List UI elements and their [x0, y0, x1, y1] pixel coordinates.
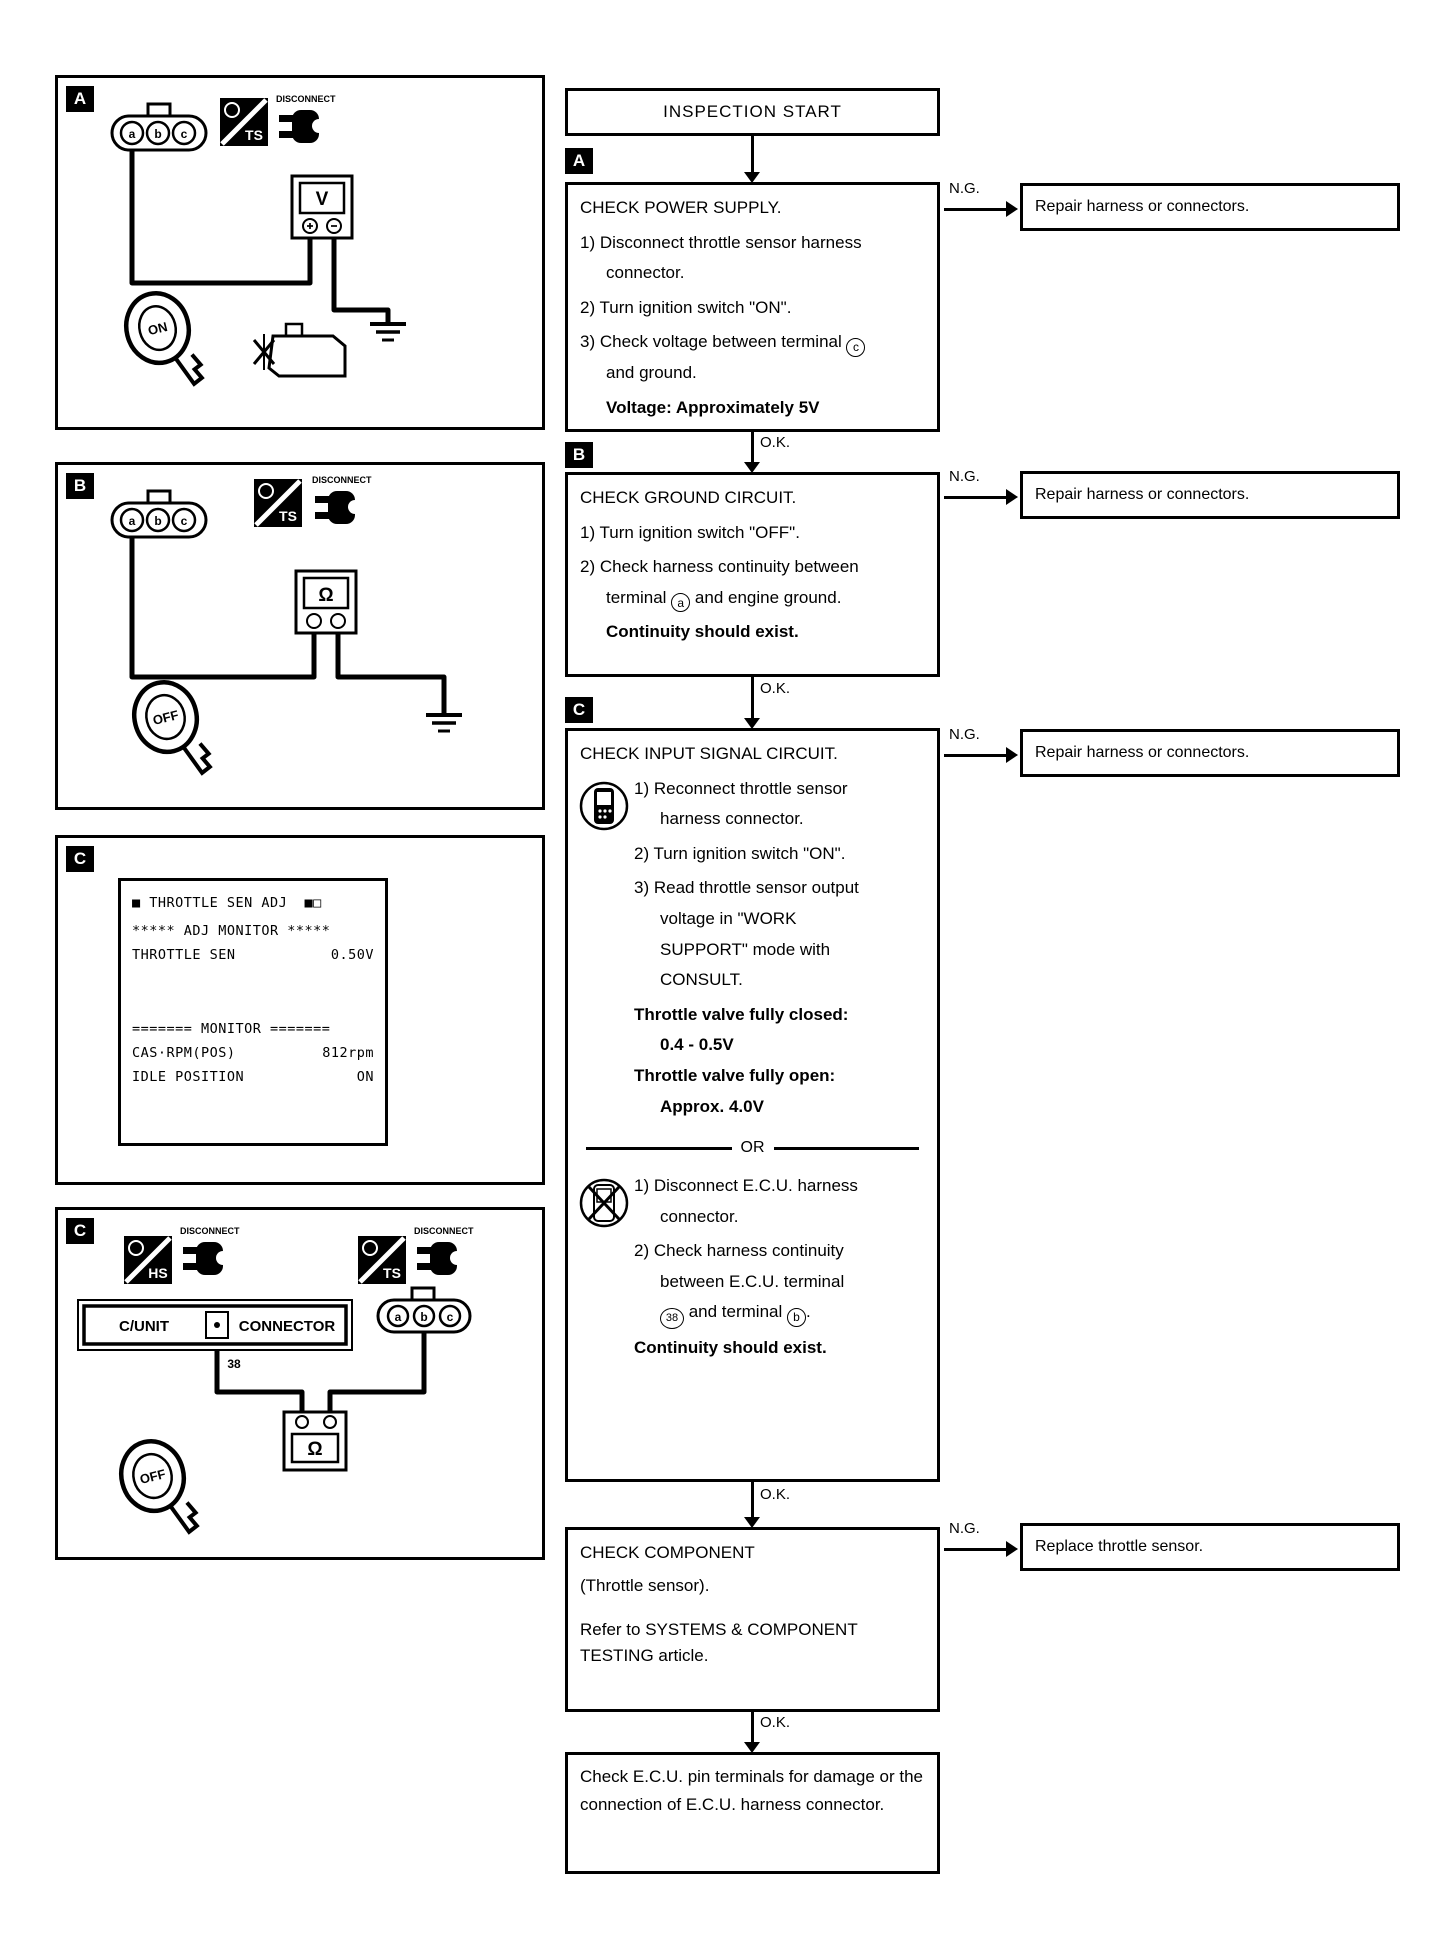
pin-c-label: c: [180, 127, 188, 141]
box-title: CHECK COMPONENT: [580, 1543, 755, 1562]
ng-line: [944, 754, 1006, 757]
inspection-start-label: INSPECTION START: [663, 102, 842, 121]
spec-value: 0.4 - 0.5V: [660, 1035, 734, 1055]
cunit-label: C/UNIT: [119, 1318, 169, 1335]
step-item: 1) Reconnect throttle sensor harness connector.: [634, 778, 848, 829]
ng-action-text: Replace throttle sensor.: [1035, 1538, 1204, 1555]
ok-label: O.K.: [760, 1486, 791, 1503]
step-text: and ground.: [606, 362, 697, 382]
test-lead-wire: [132, 533, 314, 677]
ng-arrow-icon: [1006, 201, 1018, 217]
step-item: 2) Turn ignition switch "ON".: [634, 843, 846, 863]
key-on-label: ON: [146, 318, 169, 339]
panel-a-illustration: [58, 78, 542, 427]
reading-value: 0.50V: [330, 947, 374, 963]
or-divider: [586, 1134, 919, 1163]
ng-action-box: [1020, 1523, 1400, 1571]
screen-title: ■ THROTTLE SEN ADJ ■□: [132, 895, 322, 911]
ohmmeter-label: Ω: [318, 585, 334, 606]
final-check-box: [565, 1752, 940, 1874]
flow-line: [751, 432, 754, 462]
step-item: 1) Disconnect throttle sensor harness connector.: [580, 232, 862, 283]
disconnect-plug-icon: [180, 1226, 240, 1275]
step-item: 3) Read throttle sensor output voltage in "WORK SUPPORT" mode with CONSULT.: [634, 878, 859, 990]
panel-b-illustration: [58, 465, 542, 807]
disconnect-label: DISCONNECT: [312, 475, 372, 485]
ng-label: N.G.: [949, 1520, 980, 1537]
key-off-label: OFF: [151, 707, 181, 728]
throttle-sensor-connector: [112, 104, 206, 150]
monitor-row-value: 812rpm: [322, 1045, 374, 1061]
ng-action-text: Repair harness or connectors.: [1035, 198, 1250, 215]
throttle-sensor-connector: [112, 491, 206, 537]
reading-label: THROTTLE SEN: [132, 947, 236, 963]
ok-label: O.K.: [760, 680, 791, 697]
box-title: CHECK INPUT SIGNAL CIRCUIT.: [580, 744, 838, 763]
terminal-c-badge: c: [846, 338, 865, 357]
ts-tool-badge-icon: [254, 479, 302, 527]
ohmmeter-label: Ω: [307, 1439, 323, 1460]
step-item: 1) Disconnect E.C.U. harness connector.: [634, 1175, 858, 1226]
flow-tag-a: A: [565, 148, 593, 174]
panel-c1-tag: C: [66, 846, 94, 872]
ts-tool-badge-icon: [220, 98, 268, 146]
terminal-38-label: 38: [227, 1357, 241, 1371]
disconnect-plug-icon: [414, 1226, 474, 1275]
flow-line: [751, 1482, 754, 1517]
panel-c2-illustration: [58, 1210, 542, 1557]
pin-a-label: a: [128, 127, 136, 141]
ts-badge-label: TS: [279, 508, 297, 524]
check-input-signal-box: [565, 728, 940, 1482]
monitor-row-value: ON: [356, 1069, 374, 1085]
ng-line: [944, 208, 1006, 211]
disconnect-plug-icon: [312, 475, 372, 524]
ground-icon: [370, 324, 406, 340]
ng-arrow-icon: [1006, 489, 1018, 505]
box-subtitle: (Throttle sensor).: [580, 1575, 710, 1595]
spec-text: Throttle valve fully open:: [634, 1065, 836, 1085]
pin-b-label: b: [154, 514, 162, 528]
panel-a-tag: A: [66, 86, 94, 112]
divider-line: [586, 1147, 732, 1150]
consult-icon: [578, 780, 630, 843]
box-title: CHECK GROUND CIRCUIT.: [580, 488, 797, 507]
step-item: [580, 327, 895, 388]
monitor-row-label: IDLE POSITION: [132, 1069, 245, 1085]
step-text: 2) Check harness continuity between terminal: [580, 557, 859, 607]
inspection-start-box: [565, 88, 940, 136]
ng-action-box: [1020, 183, 1400, 231]
ground-lead-wire: [338, 633, 444, 713]
ng-action-box: [1020, 729, 1400, 777]
step-item: 1) Turn ignition switch "OFF".: [580, 522, 800, 542]
spec-text: Voltage: Approximately 5V: [606, 397, 820, 417]
check-component-box: [565, 1527, 940, 1712]
pin-b-label: b: [420, 1310, 428, 1324]
flow-line: [751, 677, 754, 718]
flow-line: [751, 136, 754, 172]
box-title: CHECK POWER SUPPLY.: [580, 198, 782, 217]
disconnect-label: DISCONNECT: [414, 1226, 474, 1236]
screen-banner: ***** ADJ MONITOR *****: [132, 923, 331, 939]
ohmmeter-icon: [296, 571, 356, 633]
ohmmeter-icon: [284, 1412, 346, 1470]
hs-badge-label: HS: [148, 1265, 168, 1281]
flow-tag-b: B: [565, 442, 593, 468]
panel-c2: [55, 1207, 545, 1560]
throttle-sensor-connector: [378, 1288, 470, 1332]
ng-label: N.G.: [949, 726, 980, 743]
consult-section: [580, 774, 925, 1123]
ts-badge-label: TS: [383, 1265, 401, 1281]
terminal-b-badge: b: [787, 1308, 806, 1327]
monitor-row-label: CAS·RPM(POS): [132, 1045, 236, 1061]
ground-icon: [426, 715, 462, 731]
ignition-off-key-icon: [127, 675, 213, 786]
engine-icon: [254, 324, 345, 376]
key-off-label: OFF: [138, 1466, 168, 1487]
spec-text: Throttle valve fully closed:: [634, 1004, 849, 1024]
disconnect-label: DISCONNECT: [180, 1226, 240, 1236]
check-ground-circuit-box: [565, 472, 940, 677]
ng-label: N.G.: [949, 180, 980, 197]
final-check-text: Check E.C.U. pin terminals for damage or the connection of E.C.U. harness connector.: [580, 1767, 923, 1815]
pin-c-label: c: [180, 514, 188, 528]
ts-tool-badge-icon: [358, 1236, 406, 1284]
panel-c2-tag: C: [66, 1218, 94, 1244]
pin-b-label: b: [154, 127, 162, 141]
step-item: [580, 552, 895, 613]
consult-screen: [118, 878, 388, 1146]
pin-c-label: c: [446, 1310, 454, 1324]
voltmeter-label: V: [315, 189, 329, 210]
ng-action-box: [1020, 471, 1400, 519]
pin-a-label: a: [394, 1310, 402, 1324]
ignition-off-key-icon: [114, 1434, 200, 1545]
no-consult-section: [580, 1171, 925, 1364]
monitor-row: [132, 1045, 374, 1061]
ng-action-text: Repair harness or connectors.: [1035, 744, 1250, 761]
flow-tag-c: C: [565, 697, 593, 723]
step-text: 2) Check harness continuity between E.C.U. terminal: [634, 1241, 845, 1291]
check-power-supply-box: [565, 182, 940, 432]
panel-a: [55, 75, 545, 430]
step-text: 3) Check voltage between terminal: [580, 332, 847, 352]
voltmeter-icon: [292, 176, 352, 238]
spec-value: Approx. 4.0V: [660, 1096, 764, 1116]
disconnect-plug-icon: [276, 94, 336, 143]
panel-b-tag: B: [66, 473, 94, 499]
monitor-row: [132, 1069, 374, 1085]
ground-lead-wire: [334, 236, 388, 322]
no-consult-icon: [578, 1177, 630, 1240]
ng-action-text: Repair harness or connectors.: [1035, 486, 1250, 503]
ok-label: O.K.: [760, 434, 791, 451]
box-note: Refer to SYSTEMS & COMPONENT TESTING article.: [580, 1620, 858, 1665]
step-text: and terminal: [684, 1302, 787, 1322]
ts-badge-label: TS: [245, 127, 263, 143]
panel-c1: [55, 835, 545, 1185]
spec-text: Continuity should exist.: [634, 1338, 827, 1358]
panel-b: [55, 462, 545, 810]
ignition-on-key-icon: [119, 286, 205, 397]
screen-reading-row: [132, 947, 374, 963]
step-item: 2) Turn ignition switch "ON".: [580, 297, 792, 317]
terminal-38-badge: 38: [660, 1308, 684, 1329]
step-text: .: [806, 1302, 811, 1322]
ng-arrow-icon: [1006, 747, 1018, 763]
pin-a-label: a: [128, 514, 136, 528]
test-lead-wire: [132, 146, 310, 283]
ng-arrow-icon: [1006, 1541, 1018, 1557]
flow-line: [751, 1712, 754, 1742]
ng-label: N.G.: [949, 468, 980, 485]
monitor-header: ======= MONITOR =======: [132, 1021, 331, 1037]
disconnect-label: DISCONNECT: [276, 94, 336, 104]
terminal-a-badge: a: [671, 593, 690, 612]
step-text: and engine ground.: [690, 587, 842, 607]
hs-tool-badge-icon: [124, 1236, 172, 1284]
step-item: [634, 1236, 865, 1329]
spec-text: Continuity should exist.: [606, 622, 799, 642]
ng-line: [944, 1548, 1006, 1551]
ng-line: [944, 496, 1006, 499]
ok-label: O.K.: [760, 1714, 791, 1731]
connector-label: CONNECTOR: [238, 1318, 336, 1335]
divider-line: [774, 1147, 920, 1150]
or-label: OR: [740, 1139, 765, 1157]
